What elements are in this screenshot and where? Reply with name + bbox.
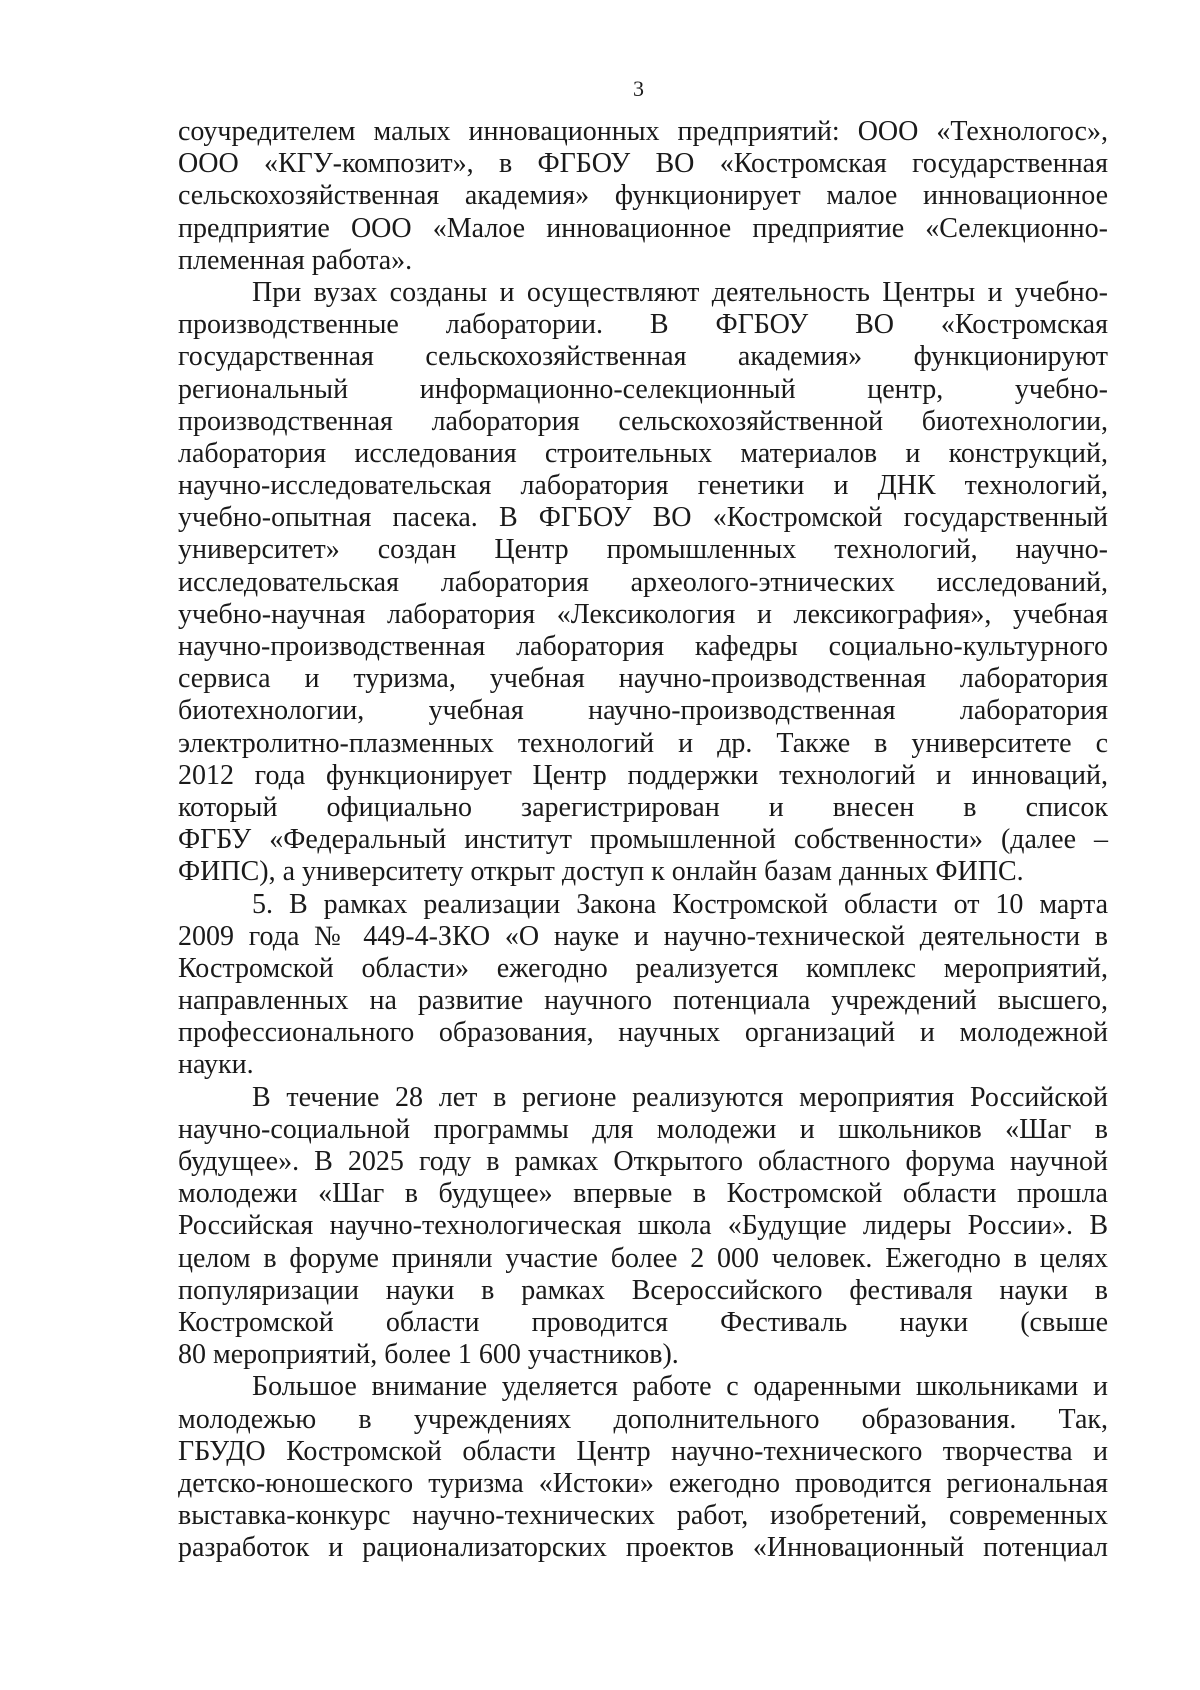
- text-line: ФИПС), а университету открыт доступ к онлайн базам данных ФИПС.: [178, 856, 1024, 888]
- text-line: лаборатория исследования строительных материалов и конструкций,: [178, 437, 1108, 469]
- text-line: производственные лаборатории. В ФГБОУ ВО «Костромская: [178, 309, 1108, 341]
- document-body: [178, 116, 1108, 1564]
- text-line: Костромской области проводится Фестиваль науки (свыше: [178, 1306, 1108, 1338]
- text-line: сельскохозяйственная академия» функционирует малое инновационное: [178, 180, 1108, 212]
- page-number: 3: [633, 76, 644, 101]
- paragraph: [178, 1371, 1108, 1564]
- text-line: племенная работа».: [178, 244, 413, 276]
- text-line: целом в форуме приняли участие более 2 000 человек. Ежегодно в целях: [178, 1242, 1108, 1274]
- paragraph: [178, 116, 1108, 277]
- text-line: учебно-научная лаборатория «Лексикология и лексикография», учебная: [178, 598, 1108, 630]
- text-line: государственная сельскохозяйственная академия» функционируют: [178, 341, 1108, 373]
- paragraph: [178, 889, 1108, 1082]
- text-line: 2012 года функционирует Центр поддержки технологий и инноваций,: [178, 759, 1108, 791]
- text-line: биотехнологии, учебная научно-производственная лаборатория: [178, 695, 1108, 727]
- text-line: университет» создан Центр промышленных технологий, научно-: [178, 534, 1108, 566]
- text-line: Большое внимание уделяется работе с одаренными школьниками и: [252, 1371, 1108, 1403]
- text-line: будущее». В 2025 году в рамках Открытого областного форума научной: [178, 1146, 1108, 1177]
- text-line: профессионального образования, научных организаций и молодежной: [178, 1017, 1108, 1049]
- text-line: разработок и рационализаторских проектов «Инновационный потенциал: [178, 1532, 1108, 1564]
- text-line: ФГБУ «Федеральный институт промышленной собственности» (далее –: [178, 824, 1108, 856]
- paragraph: [178, 1082, 1108, 1372]
- text-line: который официально зарегистрирован и внесен в список: [178, 791, 1108, 823]
- text-line: направленных на развитие научного потенциала учреждений высшего,: [178, 985, 1108, 1017]
- text-line: региональный информационно-селекционный центр, учебно-: [178, 373, 1108, 405]
- text-line: 80 мероприятий, более 1 600 участников).: [178, 1339, 679, 1371]
- text-line: науки.: [178, 1049, 254, 1081]
- text-line: выставка-конкурс научно-технических работ, изобретений, современных: [178, 1500, 1108, 1532]
- text-line: ООО «КГУ-композит», в ФГБОУ ВО «Костромская государственная: [178, 148, 1108, 180]
- text-line: 5. В рамках реализации Закона Костромской области от 10 марта: [252, 888, 1108, 920]
- text-line: Костромской области» ежегодно реализуется комплекс мероприятий,: [178, 952, 1108, 984]
- paragraph: [178, 277, 1108, 889]
- text-line: научно-производственная лаборатория кафедры социально-культурного: [178, 631, 1108, 662]
- text-line: популяризации науки в рамках Всероссийского фестиваля науки в: [178, 1274, 1108, 1306]
- text-line: 2009 года № 449-4-ЗКО «О науке и научно-технической деятельности в: [178, 920, 1108, 952]
- text-line: предприятие ООО «Малое инновационное предприятие «Селекционно-: [178, 212, 1108, 244]
- text-line: молодежью в учреждениях дополнительного образования. Так,: [178, 1403, 1108, 1435]
- text-line: детско-юношеского туризма «Истоки» ежегодно проводится региональная: [178, 1467, 1108, 1499]
- text-line: электролитно-плазменных технологий и др. Также в университете с: [178, 727, 1108, 759]
- text-line: молодежи «Шаг в будущее» впервые в Костромской области прошла: [178, 1178, 1108, 1210]
- text-line: Российская научно-технологическая школа «Будущие лидеры России». В: [178, 1210, 1108, 1242]
- text-line: В течение 28 лет в регионе реализуются мероприятия Российской: [252, 1081, 1108, 1113]
- text-line: научно-социальной программы для молодежи и школьников «Шаг в: [178, 1113, 1108, 1145]
- text-line: При вузах созданы и осуществляют деятельность Центры и учебно-: [252, 276, 1108, 308]
- text-line: ГБУДО Костромской области Центр научно-технического творчества и: [178, 1435, 1108, 1467]
- text-line: учебно-опытная пасека. В ФГБОУ ВО «Костромской государственный: [178, 502, 1108, 534]
- text-line: производственная лаборатория сельскохозяйственной биотехнологии,: [178, 405, 1108, 437]
- text-line: сервиса и туризма, учебная научно-производственная лаборатория: [178, 663, 1108, 695]
- text-line: исследовательская лаборатория археолого-этнических исследований,: [178, 566, 1108, 598]
- text-line: соучредителем малых инновационных предприятий: ООО «Технологос»,: [178, 116, 1108, 147]
- text-line: научно-исследовательская лаборатория генетики и ДНК технологий,: [178, 470, 1108, 502]
